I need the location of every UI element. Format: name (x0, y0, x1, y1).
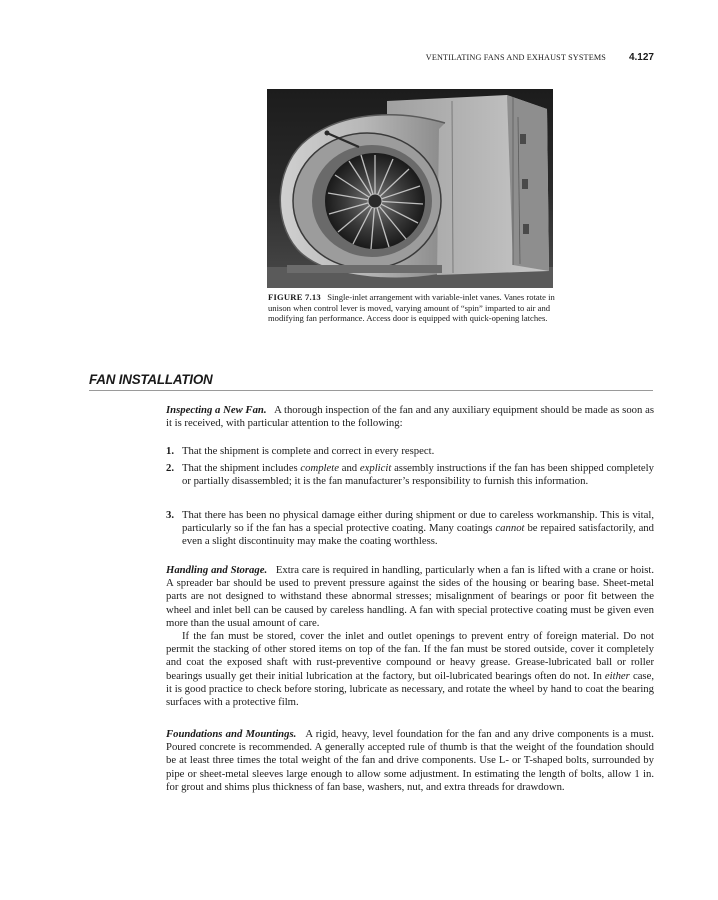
list-item (166, 445, 654, 458)
foundations-runin: Foundations and Mountings. (166, 728, 297, 740)
section-heading (89, 371, 653, 391)
handling-runin: Handling and Storage. (166, 564, 268, 576)
figure-label: FIGURE 7.13 (268, 292, 321, 302)
running-head (0, 53, 718, 67)
figure-caption-text: Single-inlet arrangement with variable-inlet vanes. Vanes rotate in unison when control lever is moved, varying amount of “spin” imparted to air and modifying fan performance. Access door is equipped with quick-opening latches. (268, 292, 555, 324)
inspecting-runin: Inspecting a New Fan. (166, 404, 267, 416)
running-title: VENTILATING FANS AND EXHAUST SYSTEMS (425, 53, 606, 62)
list-item (166, 509, 654, 549)
list-number: 2. (166, 462, 175, 474)
list-number: 3. (166, 509, 175, 521)
handling-section (166, 564, 654, 709)
fan-photo (267, 89, 553, 288)
figure-caption (268, 292, 558, 324)
handling-paragraph-1: Extra care is required in handling, particularly when a fan is lifted with a crane or hoist. A spreader bar should be used to prevent pressure against the sides of the housing or bearing base. Sheet-metal parts are not designed to withstand these abnormal stresses; misalignment of bearings or poor fit between the wheel and inlet bell can be caused by careless handling. A fan with special protective coating must be given even more than the usual amount of care. (166, 564, 654, 629)
foundations-section (166, 728, 654, 794)
list-number: 1. (166, 445, 175, 457)
list-text: That there has been no physical damage either during shipment or due to careless workmanship. This is vital, particularly so if the fan has a special protective coating. Many coatings cannot be repaired satisfactorily, and even a slight discontinuity may make the coating worthless. (182, 509, 654, 548)
list-text: That the shipment includes complete and explicit assembly instructions if the fan has been shipped completely or partially disassembled; it is the fan manufacturer’s responsibility to furnish this information. (182, 462, 654, 488)
page-number: 4.127 (628, 52, 654, 63)
list-item (166, 462, 654, 488)
inspecting-intro: A thorough inspection of the fan and any auxiliary equipment should be made as soon as it is received, with particular attention to the following: (166, 404, 654, 430)
handling-paragraph-2: If the fan must be stored, cover the inlet and outlet openings to prevent entry of foreign material. Do not permit the stacking of other stored items on top of the fan. If the fan must be stored outside, cover it completely and coat the exposed shaft with rust-preventive compound or heavy grease. Grease-lubricated ball or roller bearings usually get their initial lubrication at the factory, but oil-lubricated bearings often do not. In either case, it is good practice to check before storing, lubricate as necessary, and rotate the wheel by hand to coat the bearing surfaces with a protective film. (166, 630, 655, 709)
list-text: That the shipment is complete and correct in every respect. (182, 445, 435, 457)
foundations-paragraph: A rigid, heavy, level foundation for the fan and any drive components is a must. Poured concrete is recommended. A generally accepted rule of thumb is that the weight of the foundation should be at least three times the total weight of the fan and drive components. Use L- or T-shaped bolts, surrounded by pipe or sheet-metal sleeves large enough to allow some adjustment. In estimating the length of bolts, allow 1 in. for grout and shims plus thickness of fan base, washers, nut, and extra threads for drawdown. (166, 728, 654, 793)
section-title: FAN INSTALLATION (89, 372, 213, 387)
inspecting-paragraph (166, 404, 654, 430)
